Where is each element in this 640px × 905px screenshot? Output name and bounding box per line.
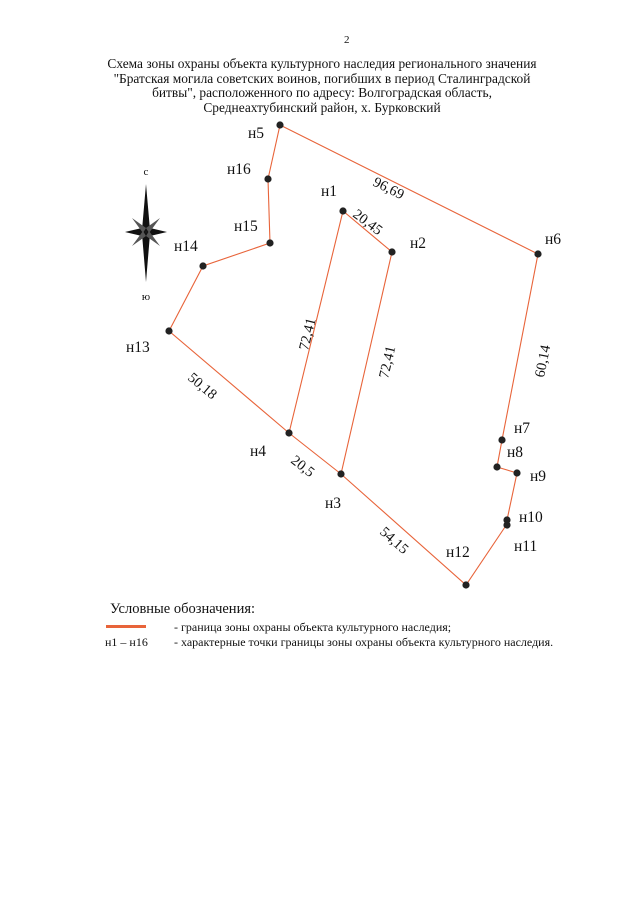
point-labels [126, 125, 561, 561]
label-n8: н8 [507, 444, 524, 461]
compass-south-label: ю [141, 291, 151, 303]
compass-north-needle [142, 184, 150, 232]
point-n16 [264, 175, 271, 182]
label-n7: н7 [514, 420, 531, 437]
title-line-2: "Братская могила советских воинов, погибших в период Сталинградской [113, 70, 531, 86]
label-n3: н3 [325, 495, 342, 512]
title-line-1: Схема зоны охраны объекта культурного наследия регионального значения [107, 56, 537, 71]
point-n12 [462, 581, 469, 588]
title-line-3: битвы", расположенного по адресу: Волгоградская область, [152, 85, 492, 100]
legend-title: Условные обозначения: [110, 601, 256, 617]
label-n9: н9 [530, 468, 547, 485]
point-n15 [266, 239, 273, 246]
label-n10: н10 [519, 509, 543, 526]
point-n1 [339, 207, 346, 214]
label-n4: н4 [250, 443, 267, 460]
label-n15: н15 [234, 218, 258, 235]
legend-boundary-text: - граница зоны охраны объекта культурного наследия; [174, 620, 452, 634]
boundary-lines [169, 125, 538, 585]
point-n3 [337, 470, 344, 477]
label-n2: н2 [410, 235, 427, 252]
distance-n2-n3: 72,41 [376, 344, 400, 380]
legend-boundary-swatch [106, 625, 146, 628]
point-n4 [285, 429, 292, 436]
compass-north-label: с [143, 166, 149, 178]
label-n1: н1 [321, 183, 338, 200]
compass-rose-icon [125, 166, 167, 303]
legend-points-text: - характерные точки границы зоны охраны объекта культурного наследия. [174, 635, 554, 649]
distance-n1-n4: 72,41 [296, 316, 320, 352]
point-n6 [534, 250, 541, 257]
point-n7 [498, 436, 505, 443]
distance-n3-n12: 54,15 [376, 524, 412, 558]
label-n16: н16 [227, 161, 251, 178]
point-n8 [493, 463, 500, 470]
legend-points-symbol: н1 – н16 [105, 635, 148, 649]
title-line-4: Среднеахтубинский район, х. Бурковский [203, 99, 441, 115]
distance-n6-n7: 60,14 [532, 343, 555, 379]
label-n5: н5 [248, 125, 265, 142]
compass-south-needle [142, 232, 150, 282]
point-n2 [388, 248, 395, 255]
distance-n4-n3: 20,5 [287, 452, 318, 481]
point-n9 [513, 469, 520, 476]
page-number: 2 [344, 34, 350, 46]
point-n5 [276, 121, 283, 128]
distance-n13-n4: 50,18 [184, 369, 220, 404]
label-n13: н13 [126, 339, 150, 356]
outer-boundary [169, 125, 538, 585]
point-n13 [165, 327, 172, 334]
point-n11 [503, 521, 510, 528]
point-n14 [199, 262, 206, 269]
distance-n1-n2: 20,45 [349, 206, 386, 239]
label-n12: н12 [446, 544, 470, 561]
boundary-points [165, 121, 541, 588]
label-n11: н11 [514, 538, 538, 555]
distance-n5-n6: 96,69 [370, 174, 407, 204]
label-n14: н14 [174, 238, 198, 255]
label-n6: н6 [545, 231, 562, 248]
